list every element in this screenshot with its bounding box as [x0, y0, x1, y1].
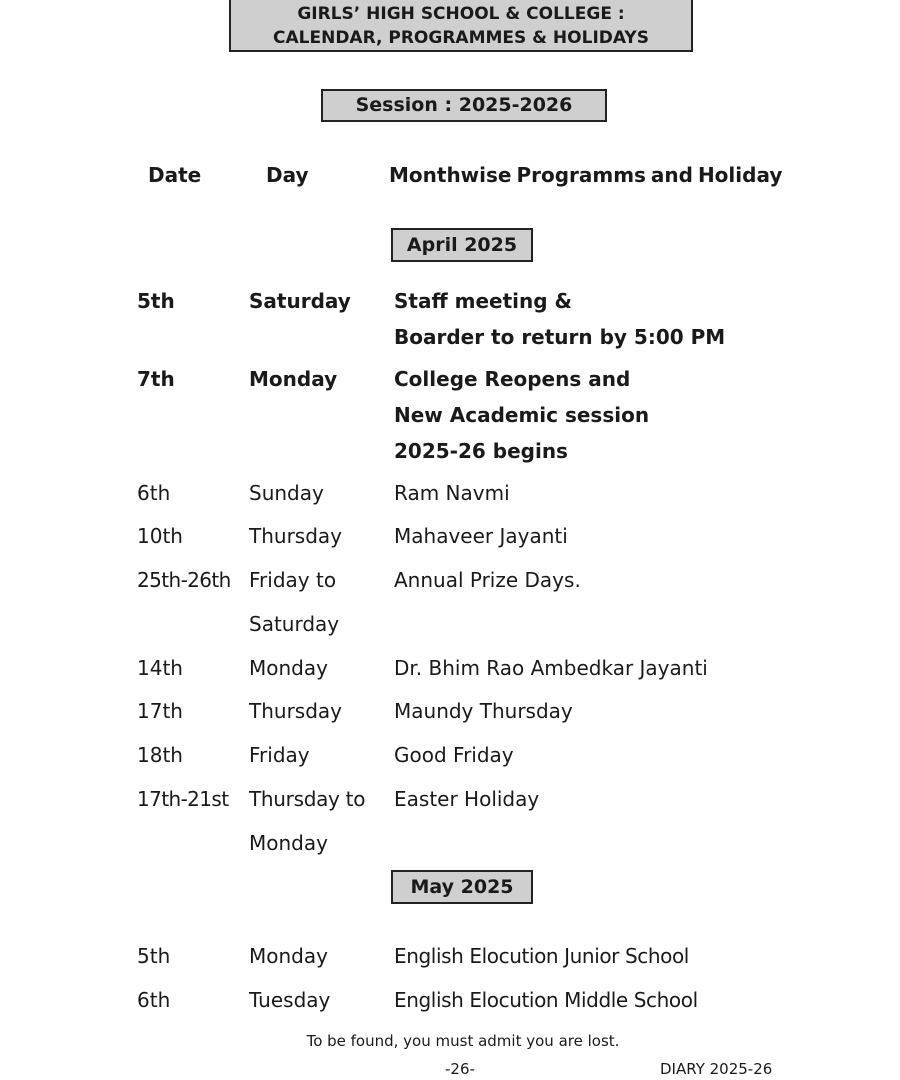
row-date: 5th — [137, 944, 171, 968]
title-line-1: GIRLS’ HIGH SCHOOL & COLLEGE : — [297, 4, 625, 24]
row-programme: Staff meeting & — [394, 289, 572, 313]
row-programme: Annual Prize Days. — [394, 568, 581, 592]
row-day-cont: Monday — [249, 831, 328, 855]
row-day: Tuesday — [249, 988, 331, 1012]
row-date: 25th-26th — [137, 568, 231, 592]
row-programme-cont: 2025-26 begins — [394, 439, 568, 463]
row-date: 6th — [137, 481, 171, 505]
row-day: Monday — [249, 944, 328, 968]
row-date: 17th-21st — [137, 787, 229, 811]
month-heading-april: April 2025 — [391, 228, 533, 262]
row-day: Friday — [249, 743, 310, 767]
row-programme: Good Friday — [394, 743, 514, 767]
row-date: 18th — [137, 743, 183, 767]
row-day: Friday to — [249, 568, 337, 592]
row-programme: Ram Navmi — [394, 481, 510, 505]
row-day: Thursday — [249, 524, 342, 548]
column-header-date: Date — [148, 163, 202, 187]
session-label: Session : 2025-2026 — [321, 89, 607, 122]
row-day: Sunday — [249, 481, 324, 505]
row-programme-cont: New Academic session — [394, 403, 650, 427]
diary-label: DIARY 2025-26 — [660, 1060, 773, 1078]
row-day: Monday — [249, 367, 338, 391]
title-line-2: CALENDAR, PROGRAMMES & HOLIDAYS — [273, 28, 649, 48]
row-day: Thursday to — [249, 787, 366, 811]
row-date: 6th — [137, 988, 171, 1012]
row-programme-cont: Boarder to return by 5:00 PM — [394, 325, 726, 349]
row-date: 10th — [137, 524, 183, 548]
row-day: Thursday — [249, 699, 342, 723]
row-programme: Easter Holiday — [394, 787, 540, 811]
row-date: 17th — [137, 699, 183, 723]
row-date: 14th — [137, 656, 183, 680]
row-date: 5th — [137, 289, 175, 313]
row-day: Monday — [249, 656, 328, 680]
row-programme: College Reopens and — [394, 367, 631, 391]
row-programme: Mahaveer Jayanti — [394, 524, 568, 548]
row-programme: Dr. Bhim Rao Ambedkar Jayanti — [394, 656, 708, 680]
row-day: Saturday — [249, 289, 351, 313]
column-header-day: Day — [266, 163, 309, 187]
column-header-programme: Monthwise Programms and Holiday — [389, 163, 783, 187]
page-number: -26- — [445, 1060, 475, 1078]
month-heading-may: May 2025 — [391, 870, 533, 904]
footer-quote: To be found, you must admit you are lost. — [306, 1032, 620, 1050]
row-programme: English Elocution Middle School — [394, 988, 698, 1012]
row-programme: Maundy Thursday — [394, 699, 573, 723]
row-programme: English Elocution Junior School — [394, 944, 689, 968]
row-date: 7th — [137, 367, 175, 391]
document-title-box — [229, 0, 693, 52]
row-day-cont: Saturday — [249, 612, 340, 636]
